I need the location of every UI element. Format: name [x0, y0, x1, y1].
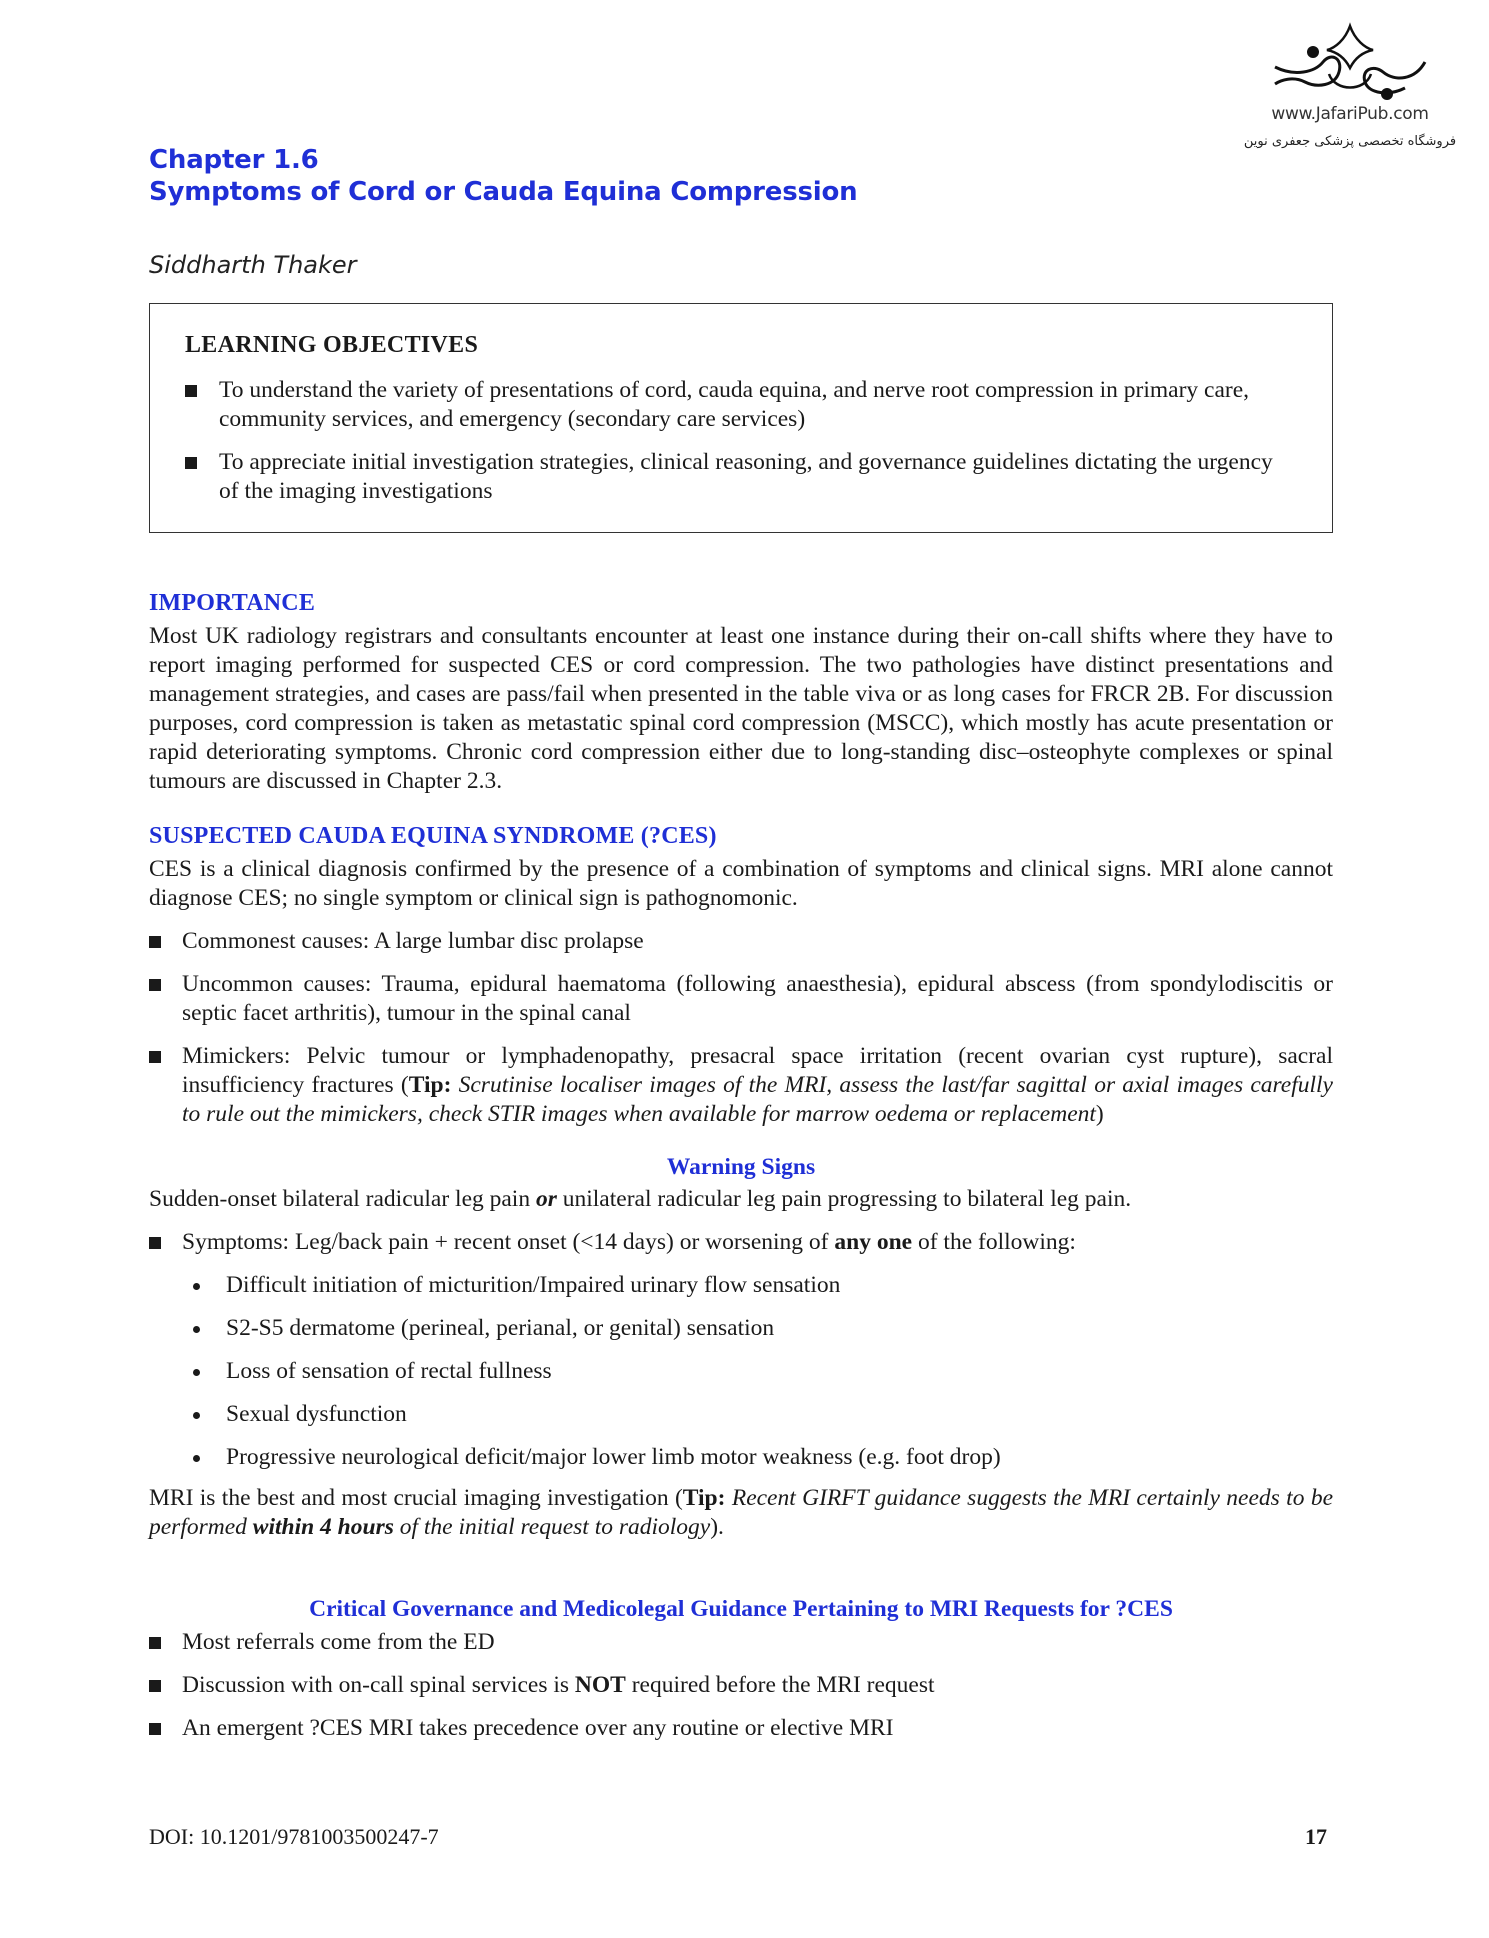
- square-bullet-icon: [149, 1051, 161, 1063]
- list-item: An emergent ?CES MRI takes precedence over any routine or elective MRI: [149, 1714, 1333, 1743]
- page-number: 17: [1305, 1824, 1327, 1849]
- square-bullet-icon: [149, 936, 161, 948]
- square-bullet-icon: [149, 1237, 161, 1249]
- list-item: Loss of sensation of rectal fullness: [149, 1357, 1333, 1386]
- learning-objectives-title: LEARNING OBJECTIVES: [185, 332, 479, 358]
- publisher-url: www.JafariPub.com: [1271, 104, 1429, 124]
- square-bullet-icon: [149, 979, 161, 991]
- governance-heading: Critical Governance and Medicolegal Guidance Pertaining to MRI Requests for ?CES: [309, 1596, 1173, 1622]
- list-item: Mimickers: Pelvic tumour or lymphadenopathy, presacral space irritation (recent ovarian cyst rupture), sacral insufficiency fractures (Tip: Scrutinise localiser images of the MRI, assess the last/far sagittal or axial images carefully to rule out the mimickers, check STIR images when available for marrow oedema or replacement): [149, 1042, 1333, 1129]
- ces-intro: CES is a clinical diagnosis confirmed by the presence of a combination of symptoms and clinical signs. MRI alone cannot diagnose CES; no single symptom or clinical sign is pathognomonic.: [149, 856, 1333, 911]
- list-item: Sexual dysfunction: [149, 1400, 1333, 1429]
- importance-section: [149, 588, 1333, 796]
- publisher-logo: [1225, 22, 1475, 149]
- importance-paragraph: Most UK radiology registrars and consultants encounter at least one instance during their on-call shifts where they have to report imaging performed for suspected CES or cord compression. The two pathologies have distinct presentations and management strategies, and cases are pass/fail when presented in the table viva or as long cases for FRCR 2B. For discussion purposes, cord compression is taken as metastatic spinal cord compression (MSCC), which mostly has acute presentation or rapid deteriorating symptoms. Chronic cord compression either due to long-standing disc–osteophyte complexes or spinal tumours are discussed in Chapter 2.3.: [149, 623, 1333, 794]
- chapter-title: Symptoms of Cord or Cauda Equina Compression: [149, 177, 858, 207]
- square-bullet-icon: [149, 1637, 161, 1649]
- warning-signs-heading: Warning Signs: [666, 1154, 816, 1180]
- ces-causes-list: [149, 927, 1333, 1129]
- round-bullet-icon: [193, 1455, 200, 1462]
- list-item: Difficult initiation of micturition/Impaired urinary flow sensation: [149, 1271, 1333, 1300]
- ces-section: [149, 821, 1333, 1129]
- symptoms-sub-list: [149, 1271, 1333, 1472]
- warning-signs-section: [149, 1152, 1333, 1542]
- round-bullet-icon: [193, 1412, 200, 1419]
- round-bullet-icon: [193, 1326, 200, 1333]
- square-bullet-icon: [185, 385, 197, 397]
- list-item: To appreciate initial investigation strategies, clinical reasoning, and governance guidelines dictating the urgency of the imaging investigations: [185, 448, 1295, 506]
- square-bullet-icon: [149, 1723, 161, 1735]
- list-item: S2-S5 dermatome (perineal, perianal, or genital) sensation: [149, 1314, 1333, 1343]
- calligraphic-crown-logo-icon: [1265, 22, 1435, 102]
- governance-section: [149, 1594, 1333, 1743]
- symptoms-list: [149, 1228, 1333, 1257]
- author-name: Siddharth Thaker: [149, 251, 357, 279]
- list-item: Uncommon causes: Trauma, epidural haematoma (following anaesthesia), epidural abscess (from spondylodiscitis or septic facet arthritis), tumour in the spinal canal: [149, 970, 1333, 1028]
- list-item: Symptoms: Leg/back pain + recent onset (<14 days) or worsening of any one of the following:: [149, 1228, 1333, 1257]
- list-item: Progressive neurological deficit/major lower limb motor weakness (e.g. foot drop): [149, 1443, 1333, 1472]
- list-item: Discussion with on-call spinal services is NOT required before the MRI request: [149, 1671, 1333, 1700]
- learning-objectives-list: [185, 376, 1295, 520]
- square-bullet-icon: [149, 1680, 161, 1692]
- list-item: To understand the variety of presentations of cord, cauda equina, and nerve root compression in primary care, community services, and emergency (secondary care services): [185, 376, 1295, 434]
- round-bullet-icon: [193, 1283, 200, 1290]
- ces-heading: SUSPECTED CAUDA EQUINA SYNDROME (?CES): [149, 823, 717, 849]
- warning-signs-intro: Sudden-onset bilateral radicular leg pain or unilateral radicular leg pain progressing to bilateral leg pain.: [149, 1186, 1132, 1212]
- tip-label: Tip:: [408, 1072, 452, 1098]
- square-bullet-icon: [185, 457, 197, 469]
- list-item: Commonest causes: A large lumbar disc prolapse: [149, 927, 1333, 956]
- mri-paragraph: MRI is the best and most crucial imaging investigation (Tip: Recent GIRFT guidance suggests the MRI certainly needs to be performed within 4 hours of the initial request to radiology).: [149, 1485, 1333, 1540]
- tip-text: Scrutinise localiser images of the MRI, assess the last/far sagittal or axial images carefully to rule out the mimickers, check STIR images when available for marrow oedema or replacement: [182, 1072, 1333, 1127]
- chapter-heading: [149, 144, 857, 208]
- round-bullet-icon: [193, 1369, 200, 1376]
- list-item: Most referrals come from the ED: [149, 1628, 1333, 1657]
- importance-heading: IMPORTANCE: [149, 590, 316, 616]
- publisher-tagline: فروشگاه تخصصی پزشکی جعفری نوین: [1243, 134, 1457, 149]
- chapter-number: Chapter 1.6: [149, 145, 319, 175]
- doi-link[interactable]: DOI: 10.1201/9781003500247-7: [149, 1824, 439, 1849]
- learning-objectives-box: [149, 303, 1333, 533]
- governance-list: [149, 1628, 1333, 1743]
